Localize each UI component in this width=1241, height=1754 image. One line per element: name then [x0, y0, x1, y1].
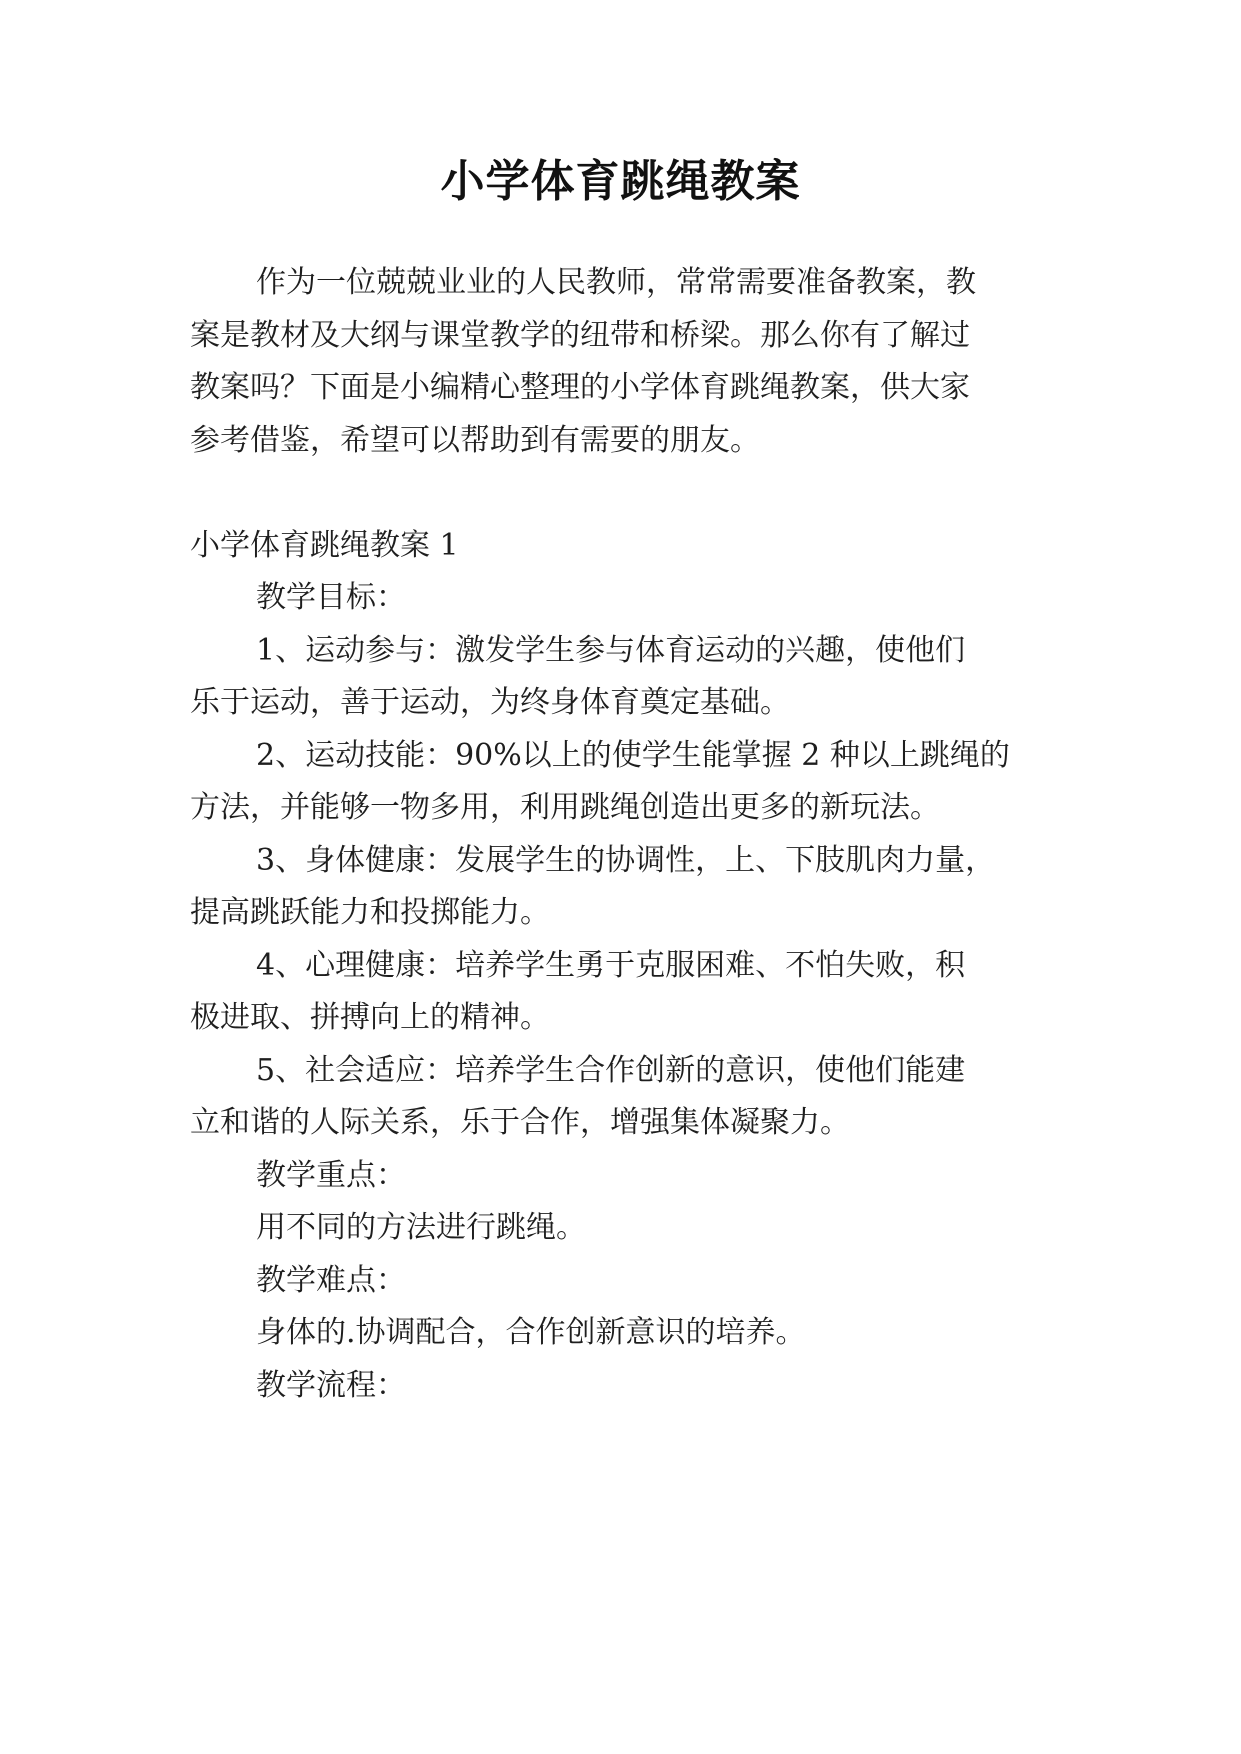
intro-line-3: 教案吗？下面是小编精心整理的小学体育跳绳教案，供大家	[190, 370, 970, 405]
body-line-3b: 提高跳跃能力和投掷能力。	[190, 895, 550, 930]
body-line-difficulties-text: 身体的.协调配合，合作创新意识的培养。	[256, 1315, 806, 1350]
body-line-5a: 5、社会适应：培养学生合作创新的意识，使他们能建	[256, 1053, 966, 1088]
body-line-objectives: 教学目标：	[256, 580, 406, 615]
body-line-1b: 乐于运动，善于运动，为终身体育奠定基础。	[190, 685, 790, 720]
body-line-1a: 1、运动参与：激发学生参与体育运动的兴趣，使他们	[256, 633, 966, 668]
body-line-process: 教学流程：	[256, 1368, 406, 1403]
body-line-4a: 4、心理健康：培养学生勇于克服困难、不怕失败，积	[256, 948, 966, 983]
intro-line-2: 案是教材及大纲与课堂教学的纽带和桥梁。那么你有了解过	[190, 318, 970, 353]
body-line-4b: 极进取、拼搏向上的精神。	[190, 1000, 550, 1035]
section-heading: 小学体育跳绳教案 1	[190, 528, 459, 563]
body-line-3a: 3、身体健康：发展学生的协调性，上、下肢肌肉力量，	[256, 843, 996, 878]
intro-line-1: 作为一位兢兢业业的人民教师，常常需要准备教案，教	[256, 265, 976, 300]
intro-line-4: 参考借鉴，希望可以帮助到有需要的朋友。	[190, 423, 760, 458]
body-line-difficulties: 教学难点：	[256, 1263, 406, 1298]
body-line-2b: 方法，并能够一物多用，利用跳绳创造出更多的新玩法。	[190, 790, 940, 825]
body-line-key-points-text: 用不同的方法进行跳绳。	[256, 1210, 586, 1245]
body-line-5b: 立和谐的人际关系，乐于合作，增强集体凝聚力。	[190, 1105, 850, 1140]
body-line-key-points: 教学重点：	[256, 1158, 406, 1193]
body-line-2a: 2、运动技能：90%以上的使学生能掌握 2 种以上跳绳的	[256, 738, 1010, 773]
document-title: 小学体育跳绳教案	[440, 156, 801, 207]
